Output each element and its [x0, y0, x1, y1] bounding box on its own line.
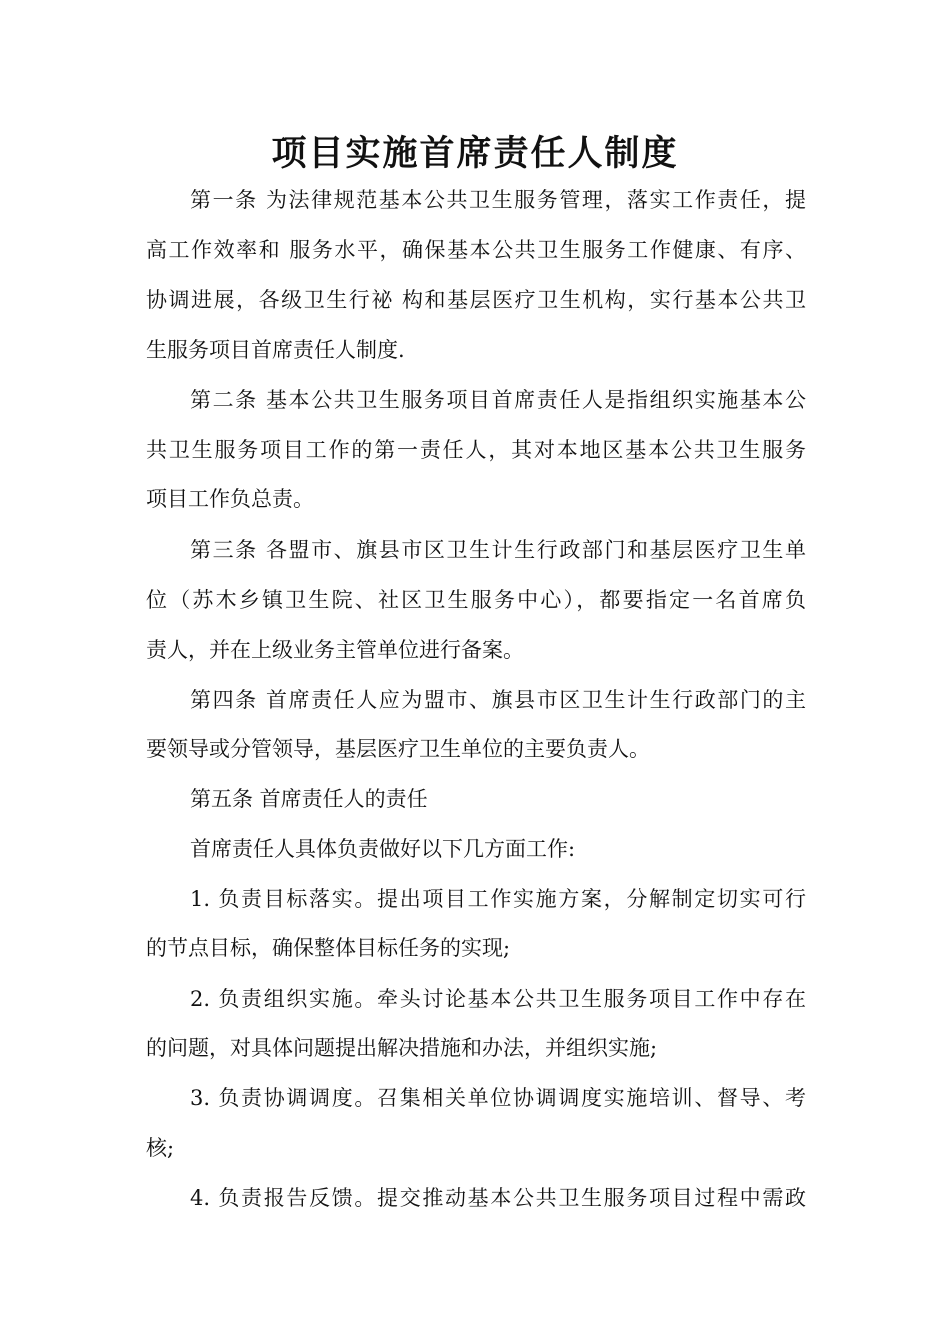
paragraph-6-line-1: 首席责任人具体负责做好以下几方面工作: — [190, 837, 576, 861]
item-4-line-1: 4. 负责报告反馈。提交推动基本公共卫生服务项目过程中需政 — [190, 1186, 806, 1210]
paragraph-3-line-3: 责人，并在上级业务主管单位进行备案。 — [146, 638, 524, 662]
item-1-line-1: 1. 负责目标落实。提出项目工作实施方案，分解制定切实可行 — [190, 887, 806, 911]
paragraph-4-line-1: 第四条 首席责任人应为盟市、旗县市区卫生计生行政部门的主 — [190, 688, 806, 712]
item-1-line-2: 的节点目标，确保整体目标任务的实现; — [146, 936, 511, 960]
paragraph-1-line-4: 生服务项目首席责任人制度. — [146, 338, 405, 362]
paragraph-4-line-2: 要领导或分管领导，基层医疗卫生单位的主要负责人。 — [146, 737, 650, 761]
paragraph-1-line-3: 协调进展，各级卫生行祕 构和基层医疗卫生机构，实行基本公共卫 — [146, 288, 806, 312]
paragraph-2-line-3: 项目工作负总责。 — [146, 487, 314, 511]
paragraph-1-line-1: 第一条 为法律规范基本公共卫生服务管理，落实工作责任，提 — [190, 188, 806, 212]
item-2-line-2: 的问题，对具体问题提出解决措施和办法，并组织实施; — [146, 1036, 658, 1060]
paragraph-1-line-2: 高工作效率和 服务水平，确保基本公共卫生服务工作健康、有序、 — [146, 238, 806, 262]
paragraph-2-line-2: 共卫生服务项目工作的第一责任人，其对本地区基本公共卫生服务 — [146, 438, 806, 462]
item-3-line-1: 3. 负责协调调度。召集相关单位协调调度实施培训、督导、考 — [190, 1086, 806, 1110]
item-2-line-1: 2. 负责组织实施。牵头讨论基本公共卫生服务项目工作中存在 — [190, 987, 806, 1011]
paragraph-3-line-1: 第三条 各盟市、旗县市区卫生计生行政部门和基层医疗卫生单 — [190, 538, 806, 562]
item-3-line-2: 核; — [146, 1136, 175, 1160]
document-title: 项目实施首席责任人制度 — [271, 134, 679, 174]
paragraph-3-line-2: 位（苏木乡镇卫生院、社区卫生服务中心），都要指定一名首席负 — [146, 588, 806, 612]
paragraph-2-line-1: 第二条 基本公共卫生服务项目首席责任人是指组织实施基本公 — [190, 388, 806, 412]
paragraph-5-line-1: 第五条 首席责任人的责任 — [190, 787, 428, 811]
